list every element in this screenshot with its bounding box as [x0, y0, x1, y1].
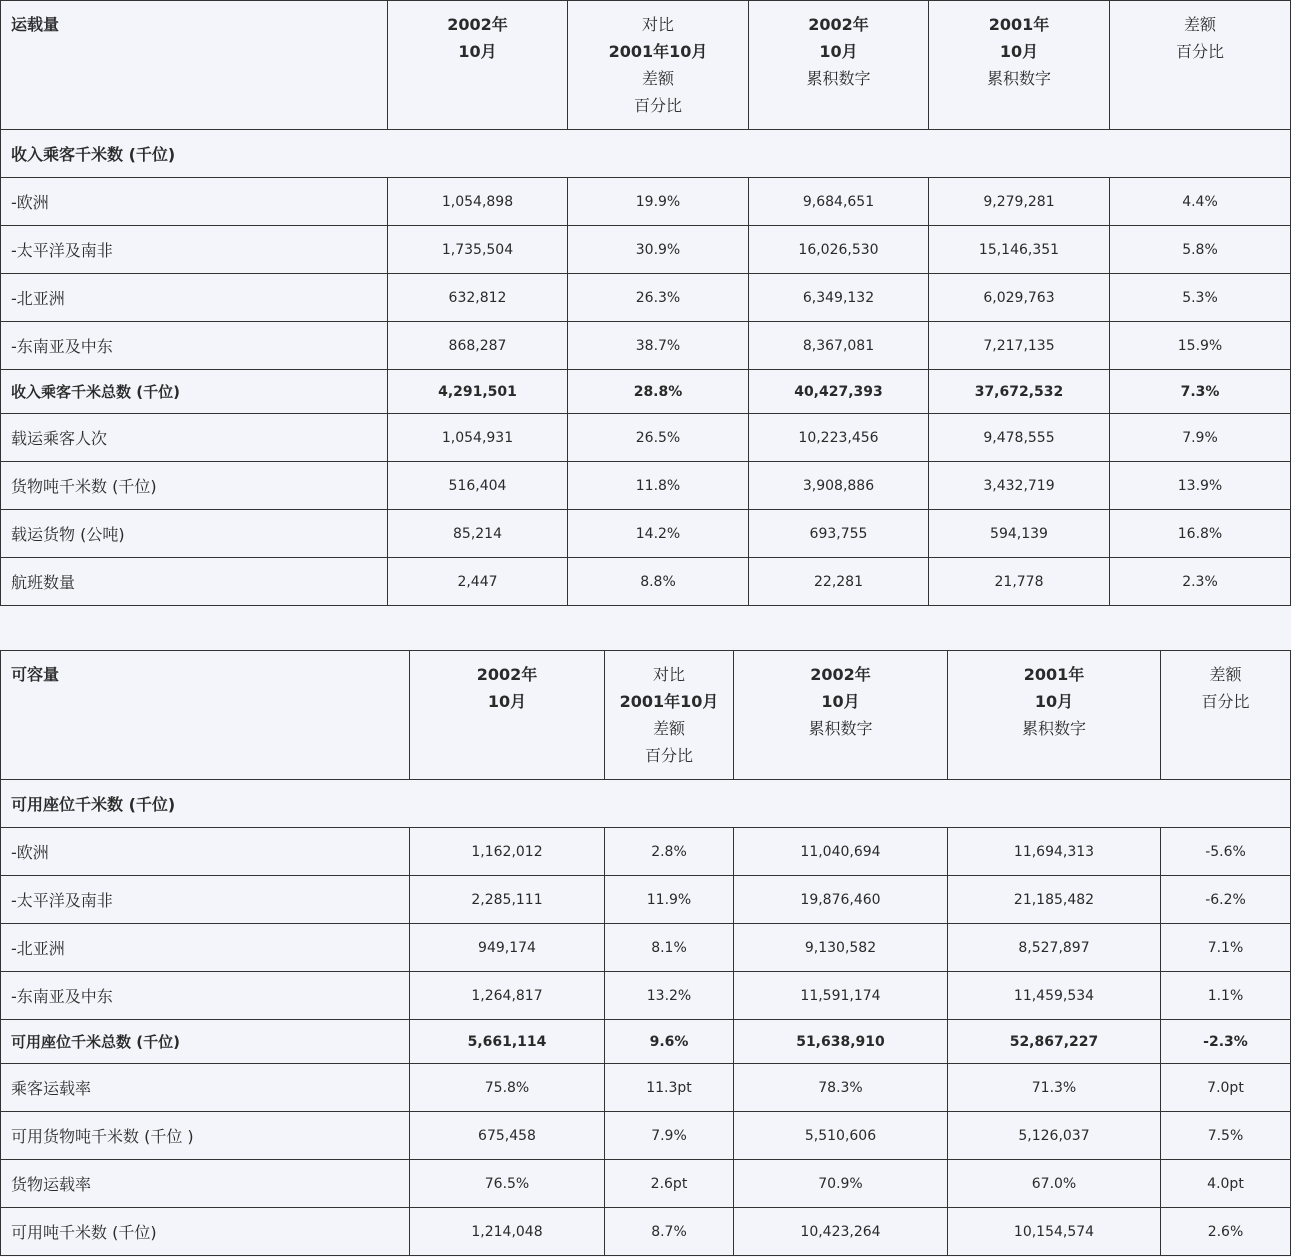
header-line: 2002年 [476, 665, 538, 684]
row-value: 28.8% [568, 370, 749, 414]
header-label: 可容量 [1, 651, 410, 780]
row-value: 7.5% [1161, 1112, 1291, 1160]
header-line: 百分比 [633, 96, 682, 115]
row-value: 26.5% [568, 414, 749, 462]
row-label: 可用吨千米数 (千位) [1, 1208, 410, 1256]
row-value: 2.6pt [605, 1160, 734, 1208]
row-value: 52,867,227 [948, 1020, 1161, 1064]
header-row [1, 651, 1291, 780]
table-row [1, 226, 1291, 274]
header-line: 2001年 [988, 15, 1050, 34]
row-value: 85,214 [388, 510, 568, 558]
section-row [1, 780, 1291, 828]
section-title: 收入乘客千米数 (千位) [1, 130, 1291, 178]
header-col4 [929, 1, 1110, 130]
row-value: 7.1% [1161, 924, 1291, 972]
row-value: 1,214,048 [410, 1208, 605, 1256]
header-line: 10月 [487, 692, 527, 711]
row-value: 7.9% [1110, 414, 1291, 462]
row-value: 1,735,504 [388, 226, 568, 274]
header-line: 累积数字 [806, 69, 871, 88]
row-value: 40,427,393 [749, 370, 929, 414]
row-value: 11,591,174 [734, 972, 948, 1020]
row-label: -欧洲 [1, 178, 388, 226]
row-value: 11,040,694 [734, 828, 948, 876]
header-line: 10月 [458, 42, 497, 61]
row-value: 9,279,281 [929, 178, 1110, 226]
row-value: 7.3% [1110, 370, 1291, 414]
row-value: 8.7% [605, 1208, 734, 1256]
header-line: 差额 [641, 69, 674, 88]
row-label: 货物吨千米数 (千位) [1, 462, 388, 510]
header-col3 [749, 1, 929, 130]
row-value: 5.3% [1110, 274, 1291, 322]
row-value: 594,139 [929, 510, 1110, 558]
header-line: 2002年 [447, 15, 508, 34]
row-value: -5.6% [1161, 828, 1291, 876]
header-line: 对比 [652, 665, 685, 684]
row-value: 15,146,351 [929, 226, 1110, 274]
row-value: 5,510,606 [734, 1112, 948, 1160]
row-value: 11.3pt [605, 1064, 734, 1112]
row-value: 13.2% [605, 972, 734, 1020]
row-value: 632,812 [388, 274, 568, 322]
row-value: 6,029,763 [929, 274, 1110, 322]
table-row [1, 510, 1291, 558]
table-row [1, 414, 1291, 462]
row-value: 2.8% [605, 828, 734, 876]
row-value: 71.3% [948, 1064, 1161, 1112]
table-row [1, 462, 1291, 510]
header-col5 [1110, 1, 1291, 130]
row-label: -北亚洲 [1, 274, 388, 322]
row-value: 1.1% [1161, 972, 1291, 1020]
row-value: 11.9% [605, 876, 734, 924]
row-label: -太平洋及南非 [1, 226, 388, 274]
header-label: 运载量 [1, 1, 388, 130]
row-value: 2,285,111 [410, 876, 605, 924]
row-value: 8,367,081 [749, 322, 929, 370]
header-line: 差额 [652, 719, 685, 738]
row-value: 1,162,012 [410, 828, 605, 876]
total-row [1, 370, 1291, 414]
row-value: 19.9% [568, 178, 749, 226]
row-value: 5,126,037 [948, 1112, 1161, 1160]
header-line: 累积数字 [1021, 719, 1086, 738]
row-label: -东南亚及中东 [1, 322, 388, 370]
row-value: 3,432,719 [929, 462, 1110, 510]
row-value: 2,447 [388, 558, 568, 606]
row-value: 2.3% [1110, 558, 1291, 606]
header-col1 [388, 1, 568, 130]
row-value: 516,404 [388, 462, 568, 510]
table-row [1, 274, 1291, 322]
row-value: 16.8% [1110, 510, 1291, 558]
row-value: 8.8% [568, 558, 749, 606]
header-line: 百分比 [1201, 692, 1250, 711]
row-value: -2.3% [1161, 1020, 1291, 1064]
table-row [1, 1112, 1291, 1160]
row-value: 6,349,132 [749, 274, 929, 322]
row-value: 1,054,931 [388, 414, 568, 462]
row-value: 4,291,501 [388, 370, 568, 414]
row-value: 11.8% [568, 462, 749, 510]
header-col2 [605, 651, 734, 780]
row-value: 9,684,651 [749, 178, 929, 226]
header-line: 2002年 [808, 15, 869, 34]
row-value: 19,876,460 [734, 876, 948, 924]
header-row [1, 1, 1291, 130]
row-value: 7.9% [605, 1112, 734, 1160]
row-value: 1,054,898 [388, 178, 568, 226]
header-line: 2001年10月 [619, 692, 719, 711]
row-label: -北亚洲 [1, 924, 410, 972]
capacity-table [0, 650, 1291, 1256]
header-line: 2002年 [810, 665, 871, 684]
row-value: 1,264,817 [410, 972, 605, 1020]
row-label: 货物运载率 [1, 1160, 410, 1208]
row-value: 8.1% [605, 924, 734, 972]
row-value: 3,908,886 [749, 462, 929, 510]
row-label: 可用座位千米总数 (千位) [1, 1020, 410, 1064]
row-value: 67.0% [948, 1160, 1161, 1208]
header-line: 10月 [1034, 692, 1074, 711]
row-value: 10,154,574 [948, 1208, 1161, 1256]
row-value: 21,778 [929, 558, 1110, 606]
row-value: 9.6% [605, 1020, 734, 1064]
row-label: -欧洲 [1, 828, 410, 876]
header-line: 累积数字 [986, 69, 1051, 88]
header-line: 对比 [641, 15, 674, 34]
header-line: 差额 [1183, 15, 1216, 34]
row-label: 收入乘客千米总数 (千位) [1, 370, 388, 414]
row-value: 75.8% [410, 1064, 605, 1112]
header-col5 [1161, 651, 1291, 780]
table-row [1, 1064, 1291, 1112]
row-value: -6.2% [1161, 876, 1291, 924]
row-value: 30.9% [568, 226, 749, 274]
table-row [1, 924, 1291, 972]
row-value: 51,638,910 [734, 1020, 948, 1064]
row-value: 10,423,264 [734, 1208, 948, 1256]
header-line: 2001年10月 [608, 42, 708, 61]
row-label: -东南亚及中东 [1, 972, 410, 1020]
row-value: 78.3% [734, 1064, 948, 1112]
row-value: 868,287 [388, 322, 568, 370]
header-line: 10月 [819, 42, 858, 61]
row-value: 7,217,135 [929, 322, 1110, 370]
header-line: 2001年 [1023, 665, 1085, 684]
row-label: 载运货物 (公吨) [1, 510, 388, 558]
table-row [1, 178, 1291, 226]
row-label: 载运乘客人次 [1, 414, 388, 462]
header-line: 百分比 [1175, 42, 1224, 61]
row-label: 可用货物吨千米数 (千位 ) [1, 1112, 410, 1160]
header-col2 [568, 1, 749, 130]
row-value: 11,459,534 [948, 972, 1161, 1020]
row-value: 9,130,582 [734, 924, 948, 972]
row-label: 航班数量 [1, 558, 388, 606]
row-value: 37,672,532 [929, 370, 1110, 414]
row-value: 11,694,313 [948, 828, 1161, 876]
traffic-table [0, 0, 1291, 606]
row-value: 4.0pt [1161, 1160, 1291, 1208]
row-value: 22,281 [749, 558, 929, 606]
row-value: 9,478,555 [929, 414, 1110, 462]
total-row [1, 1020, 1291, 1064]
row-value: 949,174 [410, 924, 605, 972]
header-line: 10月 [999, 42, 1039, 61]
header-line: 10月 [821, 692, 860, 711]
header-col1 [410, 651, 605, 780]
row-value: 76.5% [410, 1160, 605, 1208]
header-line: 百分比 [644, 746, 693, 765]
row-value: 10,223,456 [749, 414, 929, 462]
row-value: 675,458 [410, 1112, 605, 1160]
table-row [1, 828, 1291, 876]
row-value: 14.2% [568, 510, 749, 558]
table-row [1, 972, 1291, 1020]
header-line: 累积数字 [808, 719, 873, 738]
row-value: 7.0pt [1161, 1064, 1291, 1112]
header-line: 差额 [1209, 665, 1242, 684]
row-value: 5,661,114 [410, 1020, 605, 1064]
table-row [1, 1160, 1291, 1208]
header-col3 [734, 651, 948, 780]
header-col4 [948, 651, 1161, 780]
row-value: 693,755 [749, 510, 929, 558]
table-row [1, 322, 1291, 370]
row-value: 26.3% [568, 274, 749, 322]
row-label: 乘客运载率 [1, 1064, 410, 1112]
row-label: -太平洋及南非 [1, 876, 410, 924]
row-value: 15.9% [1110, 322, 1291, 370]
table-row [1, 876, 1291, 924]
table-row [1, 558, 1291, 606]
table-row [1, 1208, 1291, 1256]
row-value: 16,026,530 [749, 226, 929, 274]
row-value: 13.9% [1110, 462, 1291, 510]
row-value: 21,185,482 [948, 876, 1161, 924]
row-value: 70.9% [734, 1160, 948, 1208]
section-title: 可用座位千米数 (千位) [1, 780, 1291, 828]
row-value: 38.7% [568, 322, 749, 370]
row-value: 5.8% [1110, 226, 1291, 274]
row-value: 8,527,897 [948, 924, 1161, 972]
row-value: 4.4% [1110, 178, 1291, 226]
row-value: 2.6% [1161, 1208, 1291, 1256]
section-row [1, 130, 1291, 178]
